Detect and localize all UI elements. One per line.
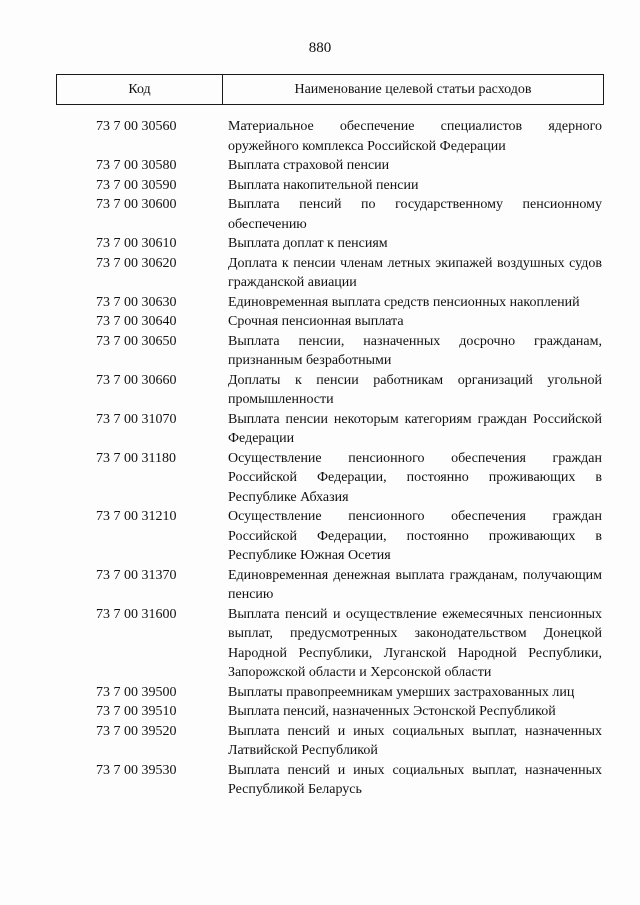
row-code: 73 7 00 30610 [96, 236, 177, 251]
header-name: Наименование целевой статьи расходов [294, 81, 532, 97]
row-name: Материальное обеспечение специалистов ядерного оружейного комплекса Российской Федерации [228, 119, 602, 154]
row-name: Выплата пенсий, назначенных Эстонской Республикой [228, 704, 556, 719]
row-code: 73 7 00 30630 [96, 294, 177, 310]
row-code: 73 7 00 31210 [96, 509, 177, 524]
row-name: Единовременная денежная выплата гражданам, получающим пенсию [228, 567, 602, 602]
row-name: Осуществление пенсионного обеспечения граждан Российской Федерации, постоянно проживающих в Республике Абхазия [228, 450, 602, 505]
table-row [0, 722, 640, 761]
row-name: Единовременная выплата средств пенсионных накоплений [228, 294, 580, 310]
table-row [0, 176, 640, 196]
table-row [0, 605, 640, 683]
table-row [0, 702, 640, 722]
row-name: Выплата пенсий и осуществление ежемесячных пенсионных выплат, предусмотренных законодательством Донецкой Народной Республики, Луганской Народной Республики, Запорожской области и Херсонской области [228, 606, 602, 680]
table-row [0, 566, 640, 605]
row-code: 73 7 00 39510 [96, 704, 177, 719]
expense-items-list [0, 117, 640, 800]
row-code: 73 7 00 30580 [96, 158, 177, 173]
row-code: 73 7 00 30560 [96, 119, 177, 134]
table-row [0, 449, 640, 508]
row-name: Выплата пенсии некоторым категориям граждан Российской Федерации [228, 411, 602, 446]
table-row [0, 156, 640, 176]
row-code: 73 7 00 39530 [96, 762, 177, 778]
row-code: 73 7 00 39500 [96, 684, 177, 700]
row-code: 73 7 00 31180 [96, 450, 176, 466]
row-name: Выплата пенсий и иных социальных выплат, назначенных Латвийской Республикой [228, 723, 602, 758]
table-row [0, 371, 640, 410]
row-name: Осуществление пенсионного обеспечения граждан Российской Федерации, постоянно проживающих в Республике Южная Осетия [228, 509, 602, 563]
table-header [56, 74, 604, 105]
row-name: Выплаты правопреемникам умерших застрахованных лиц [228, 684, 575, 700]
row-name: Доплата к пенсии членам летных экипажей воздушных судов гражданской авиации [228, 255, 602, 290]
row-code: 73 7 00 30650 [96, 333, 177, 349]
row-name: Выплата пенсий по государственному пенсионному обеспечению [228, 197, 602, 232]
row-name: Доплаты к пенсии работникам организаций угольной промышленности [228, 372, 602, 407]
row-code: 73 7 00 31600 [96, 606, 177, 622]
table-row [0, 117, 640, 156]
row-name: Выплата страховой пенсии [228, 158, 390, 173]
table-row [0, 195, 640, 234]
row-code: 73 7 00 31370 [96, 567, 177, 583]
row-code: 73 7 00 30590 [96, 177, 177, 193]
table-row [0, 234, 640, 254]
row-code: 73 7 00 30620 [96, 255, 177, 271]
row-name: Выплата доплат к пенсиям [228, 236, 388, 251]
header-code: Код [57, 75, 223, 104]
row-name: Выплата пенсий и иных социальных выплат, назначенных Республикой Беларусь [228, 762, 602, 797]
table-row [0, 332, 640, 371]
table-row [0, 410, 640, 449]
row-code: 73 7 00 30660 [96, 372, 177, 388]
table-row [0, 507, 640, 566]
table-row [0, 293, 640, 313]
row-name: Выплата накопительной пенсии [228, 177, 419, 193]
row-code: 73 7 00 30600 [96, 197, 177, 212]
row-code: 73 7 00 31070 [96, 411, 177, 427]
table-row [0, 683, 640, 703]
page-number: 880 [308, 40, 332, 56]
table-row [0, 312, 640, 332]
row-name: Срочная пенсионная выплата [228, 314, 404, 329]
table-row [0, 761, 640, 800]
row-name: Выплата пенсии, назначенных досрочно гражданам, признанным безработными [228, 333, 602, 368]
table-row [0, 254, 640, 293]
row-code: 73 7 00 30640 [96, 314, 177, 329]
row-code: 73 7 00 39520 [96, 723, 177, 739]
